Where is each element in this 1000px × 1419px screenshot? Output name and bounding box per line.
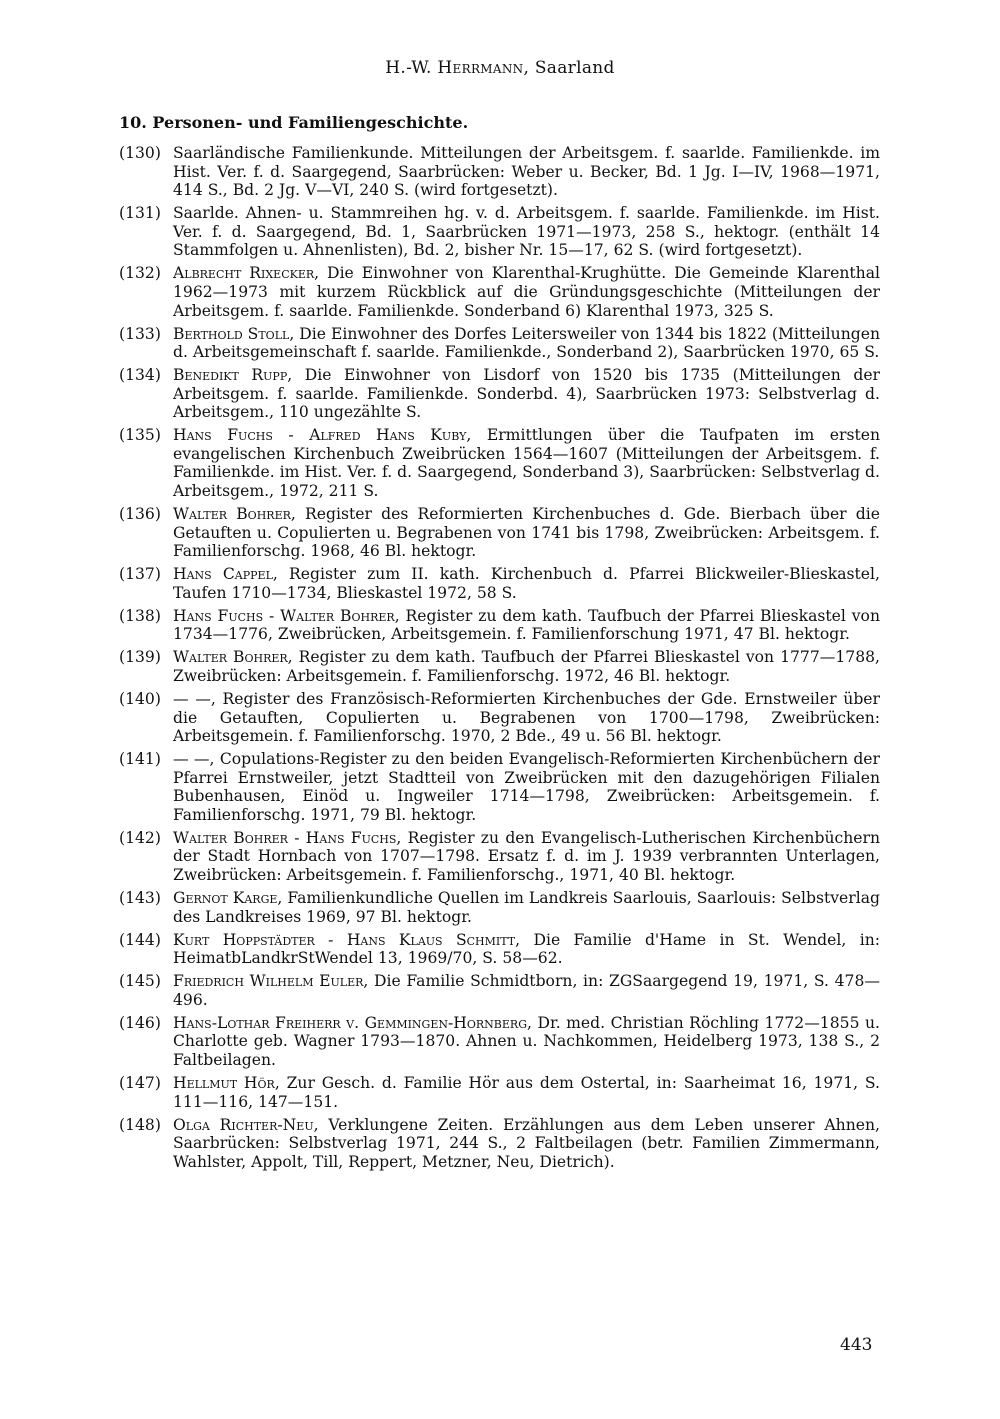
entry-author: Hans Fuchs - Alfred Hans Kuby: [173, 426, 467, 445]
bibliography-entry: [119, 565, 880, 602]
bibliography-entry: [119, 750, 880, 824]
entry-author: Walter Bohrer: [173, 505, 291, 524]
bibliography-entry: [119, 505, 880, 561]
entry-author: Benedikt Rupp: [173, 366, 288, 385]
entry-text: — —, Copulations-Register zu den beiden Evangelisch-Reformierten Kirchenbüchern der Pfarrei Ernstweiler, jetzt Stadtteil von Zweibrücken mit den dazugehörigen Filialen Bubenhausen, Einöd u. Ingweiler 1714—1798, Zweibrücken: Arbeitsgemein. f. Familienforschg. 1971, 79 Bl. hektogr.: [173, 750, 880, 824]
entry-author: Albrecht Rixecker: [173, 264, 315, 283]
entry-text: , Zur Gesch. d. Familie Hör aus dem Ostertal, in: Saarheimat 16, 1971, S. 111—116, 147—151.: [173, 1073, 881, 1111]
entry-text: , Die Einwohner des Dorfes Leitersweiler von 1344 bis 1822 (Mitteilungen d. Arbeitsgemeinschaft f. saarlde. Familienkde., Sonderband 2), Saarbrücken 1970, 65 S.: [173, 324, 880, 362]
entry-text: , Die Familie d'Hame in St. Wendel, in: HeimatbLandkrStWendel 13, 1969/70, S. 58—62.: [173, 930, 880, 968]
entry-text: , Die Einwohner von Klarenthal-Krughütte. Die Gemeinde Klarenthal 1962—1973 mit kurzem Rückblick auf die Gründungsgeschichte (Mitteilungen der Arbeitsgem. f. saarlde. Familienkde. Sonderband 6) Klarenthal 1973, 325 S.: [173, 264, 880, 320]
running-head-region: , Saarland: [523, 58, 615, 78]
entry-number: (148): [119, 1115, 161, 1134]
entry-author: Walter Bohrer: [173, 648, 288, 667]
bibliography-entry: [119, 1014, 880, 1070]
entry-text: , Familienkundliche Quellen im Landkreis Saarlouis, Saarlouis: Selbstverlag des Landkreises 1969, 97 Bl. hektogr.: [173, 889, 881, 926]
bibliography-entry: [119, 366, 880, 422]
entry-number: (132): [119, 264, 161, 283]
bibliography-entry: [119, 972, 880, 1009]
entry-author: Gernot Karge: [173, 889, 278, 908]
entry-number: (133): [119, 324, 161, 343]
entry-number: (130): [119, 144, 161, 162]
entry-author: Walter Bohrer - Hans Fuchs: [173, 828, 397, 847]
bibliography-list: [119, 144, 880, 1176]
bibliography-entry: [119, 426, 880, 500]
bibliography-entry: [119, 607, 880, 644]
bibliography-entry: [119, 1116, 880, 1172]
bibliography-entry: [119, 204, 880, 260]
entry-text: , Ermittlungen über die Taufpaten im ersten evangelischen Kirchenbuch Zweibrücken 1564—1607 (Mitteilungen der Arbeitsgem. f. Familienkde. im Hist. Ver. f. d. Saargegend, Sonderband 3), Saarbrücken: Selbstverlag d. Arbeitsgem., 1972, 211 S.: [173, 426, 880, 501]
entry-number: (137): [119, 565, 161, 584]
entry-number: (146): [119, 1013, 161, 1032]
bibliography-entry: [119, 325, 880, 362]
entry-text: , Register zum II. kath. Kirchenbuch d. Pfarrei Blickweiler-Blieskastel, Taufen 1710—1734, Blieskastel 1972, 58 S.: [173, 565, 880, 602]
running-head-author: H.-W. Herrmann: [385, 58, 524, 78]
entry-number: (131): [119, 204, 161, 223]
entry-number: (147): [119, 1073, 161, 1092]
entry-text: Saarländische Familienkunde. Mitteilungen der Arbeitsgem. f. saarlde. Familienkde. im Hist. Ver. f. d. Saargegend, Saarbrücken: Weber u. Becker, Bd. 1 Jg. I—IV, 1968—1971, 414 S., Bd. 2 Jg. V—VI, 240 S. (wird fortgesetzt).: [173, 144, 880, 200]
entry-author: Friedrich Wilhelm Euler: [173, 972, 364, 991]
entry-text: , Register zu dem kath. Taufbuch der Pfarrei Blieskastel von 1734—1776, Zweibrücken, Arbeitsgemein. f. Familienforschung 1971, 47 Bl. hektogr.: [173, 606, 880, 644]
entry-number: (143): [119, 889, 161, 908]
entry-text: , Register zu dem kath. Taufbuch der Pfarrei Blieskastel von 1777—1788, Zweibrücken: Arbeitsgemein. f. Familienforschg. 1972, 46 Bl. hektogr.: [173, 648, 880, 685]
entry-number: (136): [119, 505, 161, 524]
entry-number: (142): [119, 828, 161, 847]
entry-author: Kurt Hoppstädter - Hans Klaus Schmitt: [173, 930, 516, 949]
bibliography-entry: [119, 889, 880, 926]
entry-text: , Verklungene Zeiten. Erzählungen aus dem Leben unserer Ahnen, Saarbrücken: Selbstverlag 1971, 244 S., 2 Faltbeilagen (betr. Familien Zimmermann, Wahlster, Appolt, Till, Reppert, Metzner, Neu, Dietrich).: [173, 1115, 880, 1171]
bibliography-entry: [119, 690, 880, 746]
entry-number: (139): [119, 648, 161, 667]
entry-text: — —, Register des Französisch-Reformierten Kirchenbuches der Gde. Ernstweiler über die Getauften, Copulierten u. Begrabenen von 1700—1798, Zweibrücken: Arbeitsgemein. f. Familienforschg. 1970, 2 Bde., 49 u. 56 Bl. hektogr.: [173, 689, 880, 746]
entry-number: (140): [119, 689, 161, 708]
entry-author: Hellmut Hör: [173, 1073, 275, 1092]
entry-text: Saarlde. Ahnen- u. Stammreihen hg. v. d. Arbeitsgem. f. saarlde. Familienkde. im Hist. Ver. f. d. Saargegend, Bd. 1, Saarbrücken 1971—1973, 258 S., hektogr. (enthält 14 Stammfolgen u. Ahnenlisten), Bd. 2, bisher Nr. 15—17, 62 S. (wird fortgesetzt).: [173, 204, 880, 260]
bibliography-entry: [119, 1074, 880, 1111]
entry-author: Berthold Stoll: [173, 324, 290, 343]
entry-number: (145): [119, 972, 161, 991]
entry-number: (134): [119, 366, 161, 385]
bibliography-entry: [119, 931, 880, 968]
entry-author: Olga Richter-Neu: [173, 1115, 314, 1134]
entry-author: Hans-Lothar Freiherr v. Gemmingen-Hornberg: [173, 1013, 527, 1032]
running-head: [0, 58, 1000, 78]
entry-number: (141): [119, 750, 161, 769]
entry-author: Hans Fuchs - Walter Bohrer: [173, 606, 395, 625]
entry-text: , Dr. med. Christian Röchling 1772—1855 u. Charlotte geb. Wagner 1793—1870. Ahnen u. Nachkommen, Heidelberg 1973, 138 S., 2 Faltbeilagen.: [173, 1013, 880, 1069]
entry-text: , Die Familie Schmidtborn, in: ZGSaargegend 19, 1971, S. 478—496.: [173, 972, 880, 1009]
bibliography-entry: [119, 144, 880, 200]
bibliography-entry: [119, 829, 880, 885]
entry-text: , Register zu den Evangelisch-Lutherischen Kirchenbüchern der Stadt Hornbach von 1707—1798. Ersatz f. d. im J. 1939 verbrannten Unterlagen, Zweibrücken: Arbeitsgemein. f. Familienforschg., 1971, 40 Bl. hektogr.: [173, 828, 880, 885]
entry-number: (138): [119, 606, 161, 625]
entry-number: (144): [119, 930, 161, 949]
entry-number: (135): [119, 426, 161, 445]
entry-text: , Register des Reformierten Kirchenbuches d. Gde. Bierbach über die Getauften u. Copulierten u. Begrabenen von 1741 bis 1798, Zweibrücken: Arbeitsgem. f. Familienforschg. 1968, 46 Bl. hektogr.: [173, 505, 881, 561]
entry-text: , Die Einwohner von Lisdorf von 1520 bis 1735 (Mitteilungen der Arbeitsgem. f. saarlde. Familienkde. Sonderbd. 4), Saarbrücken 1973: Selbstverlag d. Arbeitsgem., 110 ungezählte S.: [173, 366, 881, 422]
entry-author: Hans Cappel: [173, 565, 273, 584]
section-title: 10. Personen- und Familiengeschichte.: [119, 113, 469, 132]
bibliography-entry: [119, 264, 880, 320]
bibliography-entry: [119, 648, 880, 685]
page-number: 443: [840, 1335, 873, 1355]
